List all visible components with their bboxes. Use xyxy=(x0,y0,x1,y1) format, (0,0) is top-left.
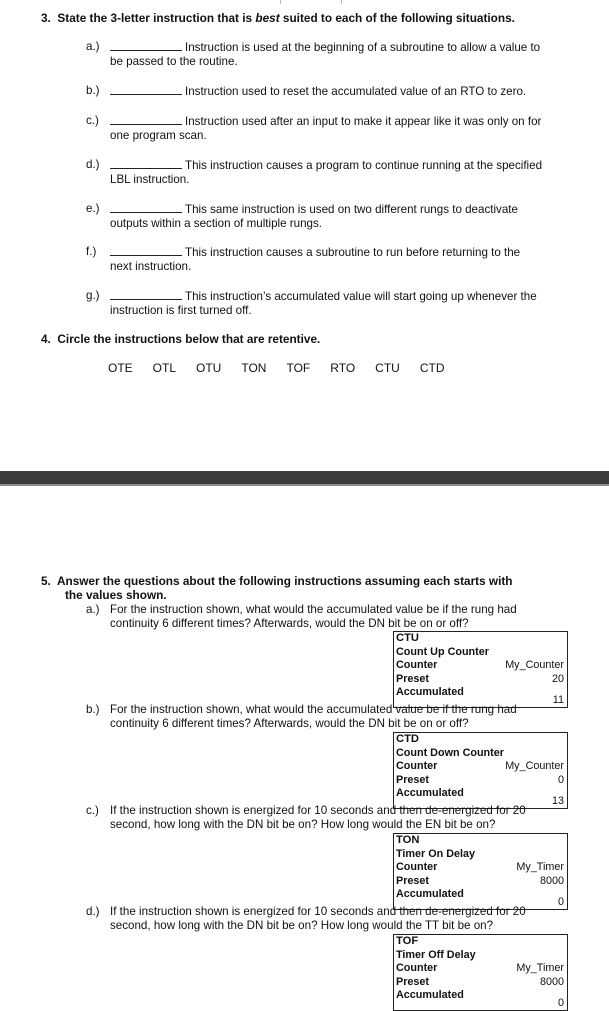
q4-instruction-option[interactable]: CTD xyxy=(419,361,445,375)
q3-item xyxy=(110,158,575,186)
q3-prompt-pre: State the 3-letter instruction that is xyxy=(57,11,256,25)
q5-part-line1: If the instruction shown is energized for 10 seconds and then de-energized for 20 xyxy=(110,804,526,817)
q5-part-question xyxy=(110,703,580,730)
q3-item-label: d.) xyxy=(86,158,100,171)
instruction-block xyxy=(393,833,568,910)
q3-item-line1: This same instruction is used on two different rungs to deactivate xyxy=(185,203,518,216)
q3-item-line1: Instruction used after an input to make it appear like it was only on for xyxy=(185,115,542,128)
instruction-block xyxy=(393,732,568,809)
q3-item-line1: Instruction used to reset the accumulated value of an RTO to zero. xyxy=(185,85,527,98)
preset-value: 8000 xyxy=(539,874,564,887)
q4-instruction-option[interactable]: OTU xyxy=(196,361,222,375)
answer-blank[interactable] xyxy=(110,158,182,169)
q4-instruction-option[interactable]: OTL xyxy=(152,361,177,375)
answer-blank[interactable] xyxy=(110,40,182,51)
counter-label: Counter xyxy=(396,659,438,671)
q5-part-line2: continuity 6 different times? Afterwards, would the DN bit be on or off? xyxy=(110,716,469,730)
q3-prompt-post: suited to each of the following situations. xyxy=(279,11,515,25)
q5-part-label: c.) xyxy=(86,804,99,817)
instruction-block xyxy=(393,631,568,708)
q3-item-line2: outputs within a section of multiple rungs. xyxy=(110,216,323,230)
q4-prompt: Circle the instructions below that are retentive. xyxy=(57,332,321,346)
q3-item-line2: next instruction. xyxy=(110,259,192,273)
instruction-subtitle: Count Up Counter xyxy=(396,645,489,658)
q5-part-question xyxy=(110,603,580,630)
instruction-subtitle: Timer Off Delay xyxy=(396,948,476,961)
instruction-title: TOF xyxy=(396,935,419,947)
q5-part-line1: If the instruction shown is energized for 10 seconds and then de-energized for 20 xyxy=(110,905,526,918)
answer-blank[interactable] xyxy=(110,114,182,125)
q5-part-label: a.) xyxy=(86,603,100,616)
accumulated-label: Accumulated xyxy=(396,787,464,799)
q5-heading xyxy=(41,575,581,602)
q5-prompt-line1: Answer the questions about the following instructions assuming each starts with xyxy=(56,574,513,588)
q4-instruction-list xyxy=(108,362,445,376)
q5-part-question xyxy=(110,905,580,932)
q5-part-label: d.) xyxy=(86,905,100,918)
instruction-title: CTD xyxy=(396,733,419,745)
preset-label: Preset xyxy=(396,874,430,887)
q3-item xyxy=(110,84,575,99)
q3-number: 3. xyxy=(41,11,51,25)
q3-item-label: a.) xyxy=(86,40,100,53)
q5-number: 5. xyxy=(41,574,51,588)
accumulated-value: 0 xyxy=(557,996,564,1009)
q5-prompt-line2: the values shown. xyxy=(65,587,167,602)
instruction-title: CTU xyxy=(396,632,419,644)
q5-part-question xyxy=(110,804,580,831)
preset-value: 8000 xyxy=(539,975,564,988)
q5-part-line2: second, how long with the DN bit be on? How long would the EN bit be on? xyxy=(110,817,496,831)
instruction-subtitle: Timer On Delay xyxy=(396,847,476,860)
answer-blank[interactable] xyxy=(110,289,182,300)
answer-blank[interactable] xyxy=(110,245,182,256)
preset-label: Preset xyxy=(396,975,430,988)
q5-part-label: b.) xyxy=(86,703,100,716)
q4-instruction-option[interactable]: TOF xyxy=(286,361,311,375)
accumulated-value: 0 xyxy=(557,895,564,908)
q4-instruction-option[interactable]: CTU xyxy=(375,361,400,375)
instruction-subtitle: Count Down Counter xyxy=(396,746,504,759)
q3-item-line2: one program scan. xyxy=(110,128,207,142)
counter-label: Counter xyxy=(396,861,438,873)
answer-blank[interactable] xyxy=(110,202,182,213)
answer-blank[interactable] xyxy=(110,84,182,95)
counter-value: My_Timer xyxy=(516,962,564,974)
q3-item-label: e.) xyxy=(86,202,100,215)
q4-instruction-option[interactable]: RTO xyxy=(330,361,356,375)
page-divider xyxy=(0,471,609,484)
counter-label: Counter xyxy=(396,962,438,974)
q3-item xyxy=(110,202,575,230)
q3-item-label: f.) xyxy=(86,245,97,258)
q3-item-line2: instruction is first turned off. xyxy=(110,303,252,317)
q3-item xyxy=(110,245,575,273)
counter-value: My_Timer xyxy=(516,861,564,873)
accumulated-label: Accumulated xyxy=(396,888,464,900)
preset-label: Preset xyxy=(396,672,430,685)
q3-item-label: c.) xyxy=(86,114,99,127)
q3-item xyxy=(110,40,575,68)
preset-value: 20 xyxy=(551,672,564,685)
q3-item-line2: be passed to the routine. xyxy=(110,54,238,68)
q3-item-line2: LBL instruction. xyxy=(110,172,190,186)
q4-instruction-option[interactable]: TON xyxy=(241,361,267,375)
q3-item-line1: This instruction’s accumulated value will start going up whenever the xyxy=(185,290,537,303)
counter-value: My_Counter xyxy=(505,760,564,772)
accumulated-label: Accumulated xyxy=(396,989,464,1001)
accumulated-value: 11 xyxy=(552,693,564,706)
accumulated-value: 13 xyxy=(551,794,564,807)
counter-label: Counter xyxy=(396,760,438,772)
q5-part-line2: continuity 6 different times? Afterwards, would the DN bit be on or off? xyxy=(110,616,469,630)
q5-part-line1: For the instruction shown, what would the accumulated value be if the rung had xyxy=(110,603,517,616)
q3-item-label: g.) xyxy=(86,289,100,302)
instruction-title: TON xyxy=(396,834,420,846)
q3-item-line1: Instruction is used at the beginning of a subroutine to allow a value to xyxy=(185,41,541,54)
q5-part-line2: second, how long with the DN bit be on? How long would the TT bit be on? xyxy=(110,918,494,932)
q3-heading xyxy=(41,12,515,26)
q5-part-line1: For the instruction shown, what would the accumulated value be if the rung had xyxy=(110,703,517,716)
instruction-block xyxy=(393,934,568,1011)
q3-item-line1: This instruction causes a subroutine to run before returning to the xyxy=(185,246,521,259)
preset-label: Preset xyxy=(396,773,430,786)
q3-item xyxy=(110,114,575,142)
q3-item-label: b.) xyxy=(86,84,100,97)
q4-number: 4. xyxy=(41,332,51,346)
counter-value: My_Counter xyxy=(505,659,564,671)
q4-instruction-option[interactable]: OTE xyxy=(108,361,133,375)
page-crop-mark xyxy=(280,0,342,4)
accumulated-label: Accumulated xyxy=(396,686,464,698)
preset-value: 0 xyxy=(557,773,564,786)
q3-item-line1: This instruction causes a program to continue running at the specified xyxy=(185,159,543,172)
q3-prompt-emphasis: best xyxy=(255,11,280,25)
q3-item xyxy=(110,289,575,317)
q4-heading xyxy=(41,333,320,347)
